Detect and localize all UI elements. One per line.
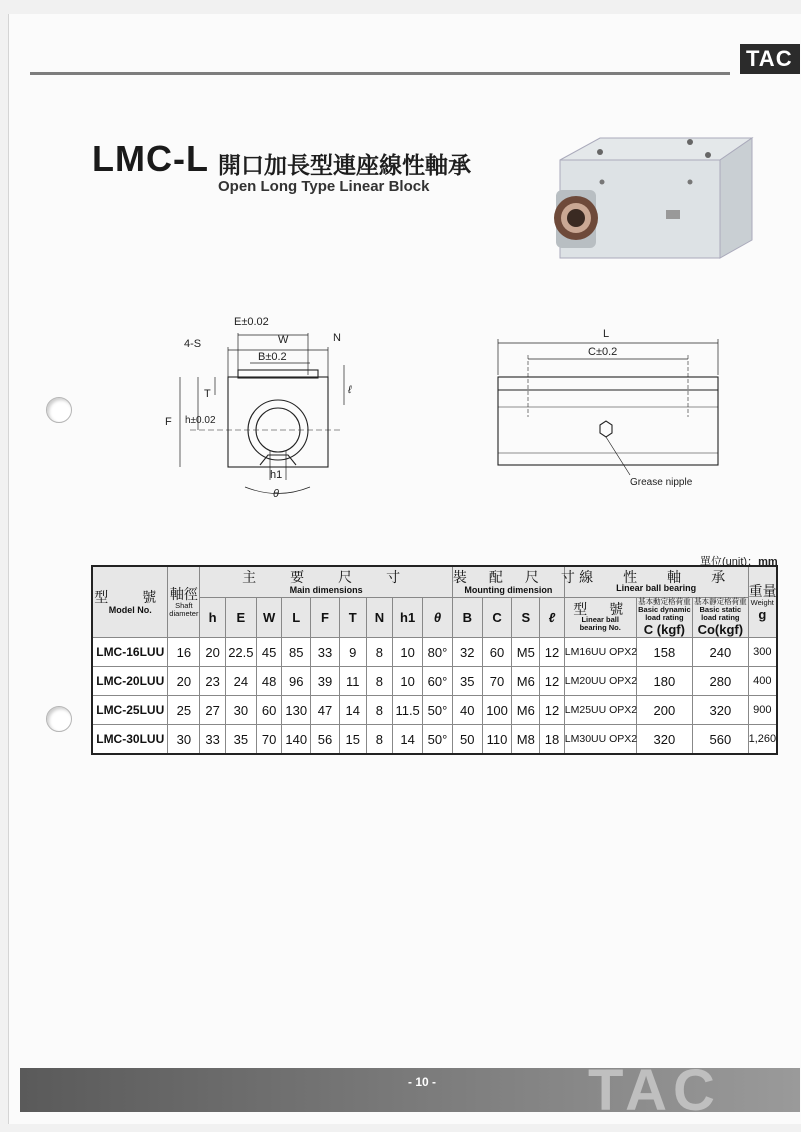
cell-model: LMC-16LUU (92, 638, 168, 667)
spec-table-body (92, 638, 777, 755)
cell-b: 40 (452, 696, 482, 725)
model-header-cn: 型 號 (94, 589, 167, 605)
cell-h1: 11.5 (393, 696, 423, 725)
bearing-header (564, 566, 748, 598)
header-rule (30, 72, 730, 75)
dim-f-label: F (165, 416, 172, 428)
cell-l: 140 (282, 725, 311, 755)
cell-n: 8 (366, 725, 393, 755)
dim-theta-label: θ (273, 488, 279, 500)
cell-h: 27 (200, 696, 226, 725)
cell-l: 12 (540, 667, 565, 696)
cell-t: 15 (339, 725, 366, 755)
cell-h: 23 (200, 667, 226, 696)
cell-weight: 900 (748, 696, 777, 725)
cell-l: 18 (540, 725, 565, 755)
cell-co-kgf: 280 (693, 667, 748, 696)
cell-w: 45 (256, 638, 282, 667)
spec-table (91, 565, 778, 755)
cell-f: 39 (311, 667, 340, 696)
cell-t: 11 (339, 667, 366, 696)
cell-bearing: LM30UU OPX2 (564, 725, 636, 755)
cell-weight: 400 (748, 667, 777, 696)
static-load-header-en1: Basic static (699, 605, 742, 614)
cell-s: M5 (512, 638, 540, 667)
product-photo (540, 130, 770, 265)
mount-dim-header (452, 566, 579, 598)
dim-w-label: W (278, 334, 289, 346)
table-row (92, 696, 777, 725)
cell-theta: 60° (423, 667, 453, 696)
product-title-chinese: 開口加長型連座線性軸承 (218, 152, 471, 178)
side-view-drawing (480, 325, 730, 495)
cell-e: 30 (225, 696, 256, 725)
cell-e: 35 (225, 725, 256, 755)
cell-b: 32 (452, 638, 482, 667)
cell-e: 22.5 (225, 638, 256, 667)
model-header (92, 566, 168, 638)
dim-c-label: C±0.2 (588, 346, 618, 358)
shaft-header (168, 566, 200, 638)
bearing-header-en: Linear ball bearing (616, 583, 697, 593)
cell-theta: 50° (423, 696, 453, 725)
bearing-model-header-en2: bearing No. (579, 623, 621, 632)
bearing-model-header-cn: 型 號 (573, 601, 628, 617)
cell-t: 9 (339, 638, 366, 667)
cell-shaft: 30 (168, 725, 200, 755)
cell-s: M8 (512, 725, 540, 755)
cell-t: 14 (339, 696, 366, 725)
dynamic-load-header-en2: load rating (645, 613, 684, 622)
cell-model: LMC-25LUU (92, 696, 168, 725)
page-number: - 10 - (408, 1075, 437, 1089)
cell-f: 47 (311, 696, 340, 725)
weight-header-en: Weight (750, 597, 774, 607)
cell-theta: 80° (423, 638, 453, 667)
cell-h: 20 (200, 638, 226, 667)
main-dim-header (200, 566, 453, 598)
cell-model: LMC-30LUU (92, 725, 168, 755)
static-load-header (693, 598, 748, 638)
brand-logo: TAC (740, 44, 800, 74)
bearing-model-header (564, 598, 636, 638)
cell-co-kgf: 320 (693, 696, 748, 725)
static-load-header-cn: 基本靜定格荷重 (694, 597, 747, 606)
col-l: L (282, 598, 311, 638)
dynamic-load-header-en1: Basic dynamic (638, 605, 691, 614)
col-theta: θ (423, 598, 453, 638)
footer-logo: TAC (588, 1058, 721, 1123)
weight-header (748, 566, 777, 638)
grease-nipple-label: Grease nipple (630, 477, 693, 488)
cell-f: 56 (311, 725, 340, 755)
cell-h1: 10 (393, 638, 423, 667)
shaft-header-en2: diameter (169, 609, 199, 618)
dim-t-label: T (204, 388, 211, 400)
dynamic-load-header-unit: C (kgf) (643, 622, 685, 637)
cell-s: M6 (512, 696, 540, 725)
cell-c-kgf: 180 (636, 667, 692, 696)
cell-bearing: LM25UU OPX2 (564, 696, 636, 725)
cell-weight: 1,260 (748, 725, 777, 755)
cell-co-kgf: 560 (693, 725, 748, 755)
shaft-header-cn: 軸徑 (169, 586, 198, 602)
cell-n: 8 (366, 638, 393, 667)
mount-dim-header-cn: 裝 配 尺 寸 (452, 569, 579, 585)
main-dim-header-en: Main dimensions (289, 585, 363, 595)
binder-hole-bottom (46, 706, 72, 732)
dim-4s-label: 4-S (184, 338, 202, 350)
table-row (92, 725, 777, 755)
col-c: C (482, 598, 512, 638)
cell-co-kgf: 240 (693, 638, 748, 667)
front-view-drawing (160, 305, 380, 505)
cell-w: 60 (256, 696, 282, 725)
cell-c-kgf: 158 (636, 638, 692, 667)
cell-l: 12 (540, 696, 565, 725)
cell-h: 33 (200, 725, 226, 755)
mount-dim-header-en: Mounting dimension (464, 585, 553, 595)
cell-e: 24 (225, 667, 256, 696)
table-row (92, 638, 777, 667)
dim-n-label: N (333, 332, 341, 344)
cell-c: 100 (482, 696, 512, 725)
cell-s: M6 (512, 667, 540, 696)
cell-shaft: 16 (168, 638, 200, 667)
col-f: F (311, 598, 340, 638)
dim-l-label: L (603, 328, 610, 340)
cell-w: 70 (256, 725, 282, 755)
bearing-model-header-en1: Linear ball (581, 615, 619, 624)
table-row (92, 667, 777, 696)
unit-label: 單位(unit)： (700, 556, 759, 568)
product-title-english: Open Long Type Linear Block (218, 178, 430, 195)
dim-b-label: B±0.2 (258, 351, 287, 363)
cell-b: 50 (452, 725, 482, 755)
cell-l: 85 (282, 638, 311, 667)
dim-e-label: E±0.02 (234, 316, 269, 328)
col-t: T (339, 598, 366, 638)
dynamic-load-header (636, 598, 692, 638)
cell-b: 35 (452, 667, 482, 696)
cell-c-kgf: 200 (636, 696, 692, 725)
cell-h1: 14 (393, 725, 423, 755)
main-dim-header-cn: 主 要 尺 寸 (242, 569, 411, 585)
dim-h-label: h±0.02 (185, 415, 216, 426)
cell-w: 48 (256, 667, 282, 696)
cell-c: 70 (482, 667, 512, 696)
dynamic-load-header-cn: 基本動定格荷重 (638, 597, 691, 606)
shaft-header-en1: Shaft (175, 601, 193, 610)
cell-c: 110 (482, 725, 512, 755)
cell-theta: 50° (423, 725, 453, 755)
cell-shaft: 20 (168, 667, 200, 696)
cell-c: 60 (482, 638, 512, 667)
cell-bearing: LM16UU OPX2 (564, 638, 636, 667)
col-n: N (366, 598, 393, 638)
col-h1: h1 (393, 598, 423, 638)
cell-l: 130 (282, 696, 311, 725)
cell-f: 33 (311, 638, 340, 667)
static-load-header-unit: Co(kgf) (697, 622, 744, 637)
unit-value: mm (758, 556, 778, 568)
cell-n: 8 (366, 696, 393, 725)
cell-n: 8 (366, 667, 393, 696)
product-model-title: LMC-L (92, 138, 209, 179)
binder-hole-top (46, 397, 72, 423)
cell-model: LMC-20LUU (92, 667, 168, 696)
col-h: h (200, 598, 226, 638)
cell-shaft: 25 (168, 696, 200, 725)
cell-bearing: LM20UU OPX2 (564, 667, 636, 696)
static-load-header-en2: load rating (701, 613, 740, 622)
col-s: S (512, 598, 540, 638)
col-w: W (256, 598, 282, 638)
weight-header-cn: 重量 (748, 582, 777, 599)
dim-l-small-label: ℓ (348, 384, 352, 396)
weight-header-unit: g (758, 606, 767, 622)
cell-c-kgf: 320 (636, 725, 692, 755)
cell-l: 12 (540, 638, 565, 667)
col-e: E (225, 598, 256, 638)
col-l-small: ℓ (540, 598, 565, 638)
col-b: B (452, 598, 482, 638)
dim-h1-label: h1 (270, 469, 283, 481)
model-header-en: Model No. (108, 605, 152, 615)
header-row-1 (92, 566, 777, 598)
cell-l: 96 (282, 667, 311, 696)
bearing-header-cn: 線 性 軸 承 (579, 569, 734, 585)
cell-weight: 300 (748, 638, 777, 667)
cell-h1: 10 (393, 667, 423, 696)
